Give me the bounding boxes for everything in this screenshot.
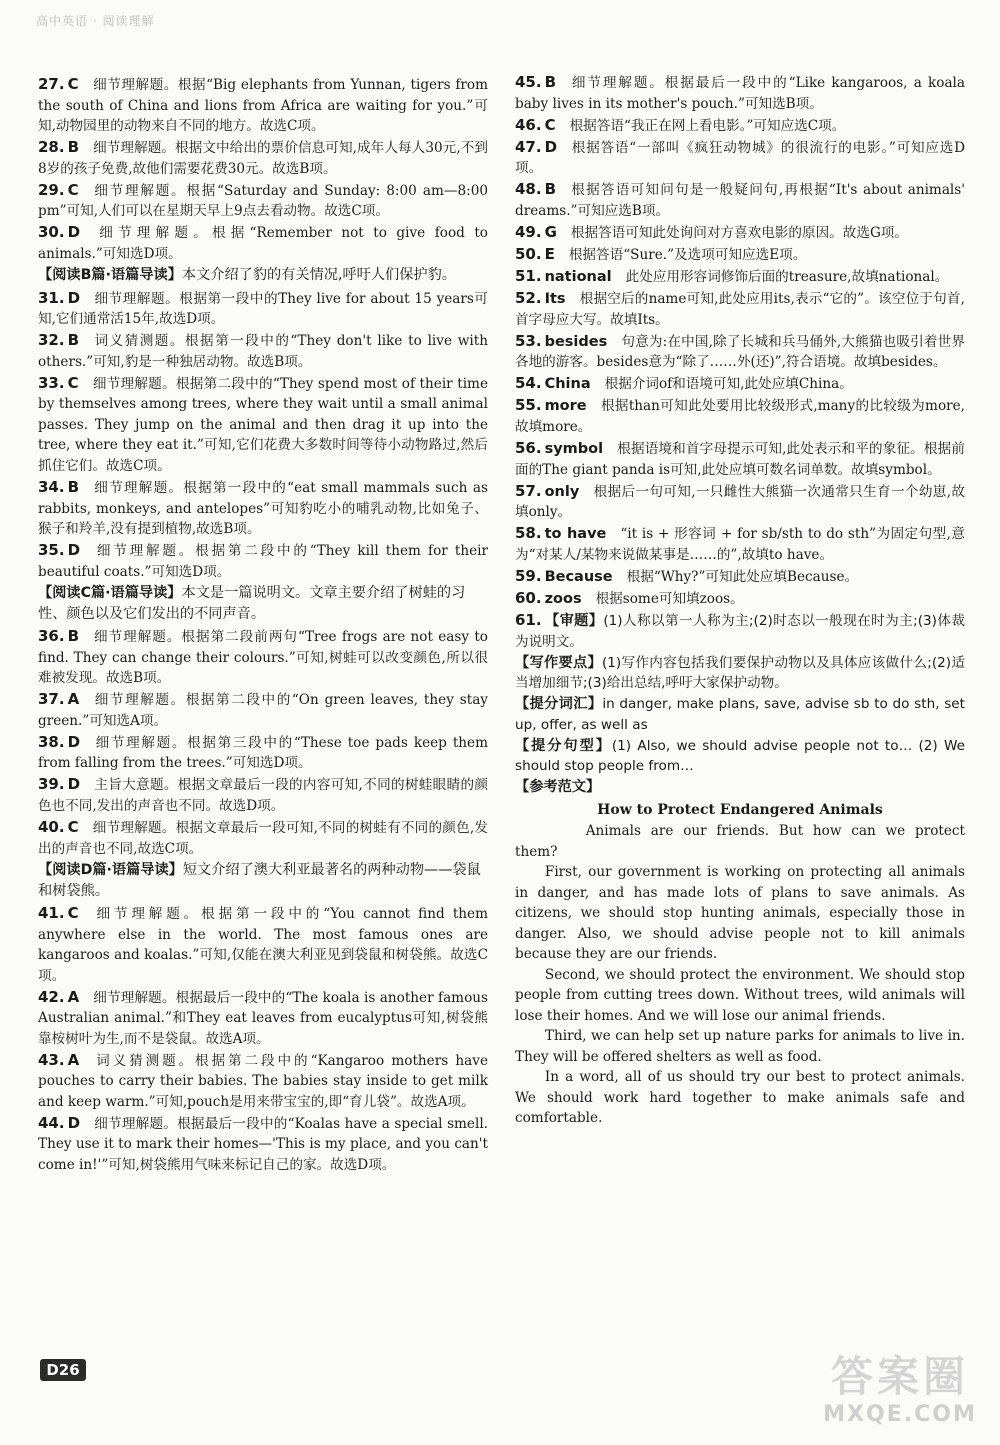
explanation-text: 句意为:在中国,除了长城和兵马俑外,大熊猫也吸引着世界各地的游客。besides意为“除了……外(还)”,符合语境。故填besides。 xyxy=(515,333,965,371)
answer-item xyxy=(38,1050,488,1113)
explanation-text: 细节理解题。根据第一段中的“eat small mammals such as rabbits, monkeys, and antelopes”可知豹吃小的哺乳动物,比如兔子、猴子和羚羊,没有提到植物,故选B项。 xyxy=(38,480,488,538)
explanation-text: 词义猜测题。根据第二段中的“Kangaroo mothers have pouches to carry their babies. The babies stay inside to get milk and keep warm.”可知,pouch是用来带宝宝的,即“育儿袋”。故选A项。 xyxy=(38,1052,488,1110)
answer-item xyxy=(38,689,488,731)
fill-answer-item xyxy=(515,523,965,565)
question-number: 28. xyxy=(38,138,65,157)
answer-word: to have xyxy=(544,526,607,543)
answer-item xyxy=(38,373,488,477)
essay-paragraph: Second, we should protect the environment. We should stop people from cutting trees down. Without trees, wild animals will lose their homes. And we will lose our animal friends. xyxy=(515,966,965,1024)
explanation-text: 根据答语可知问句是一般疑问句,再根据“It's about animals' dreams.”可知应选B项。 xyxy=(515,182,965,219)
explanation-text: 细节理解题。根据第二段前两句“Tree frogs are not easy to find. They can change their colours.”可知,树蛙可以改变颜色,所以很难被发现。故选B项。 xyxy=(38,629,488,687)
answer-item xyxy=(515,137,965,179)
answer-item xyxy=(38,137,488,179)
answer-letter: C xyxy=(67,818,79,837)
writing-guide-item xyxy=(515,610,965,652)
writing-label: 【审题】 xyxy=(544,613,604,629)
answer-item xyxy=(515,244,965,266)
explanation-text: 细节理解题。根据第二段中的“They kill them for their beautiful coats.”可知选D项。 xyxy=(38,543,488,580)
answer-letter: D xyxy=(67,732,81,751)
question-number: 34. xyxy=(38,478,65,497)
explanation-text: 根据介词of和语境可知,此处应填China。 xyxy=(604,376,853,393)
explanation-text: 根据答语“我正在网上看电影。”可知应选C项。 xyxy=(569,117,846,134)
question-number: 45. xyxy=(515,73,542,91)
question-number: 61. xyxy=(515,611,542,629)
essay-body xyxy=(515,821,965,1129)
question-number: 27. xyxy=(38,75,65,93)
question-number: 53. xyxy=(515,331,542,350)
answer-letter: D xyxy=(67,288,81,307)
answer-item xyxy=(38,732,488,774)
fill-answer-item xyxy=(515,373,965,395)
watermark-text: 答案圈 xyxy=(830,1352,969,1401)
explanation-text: 细节理解题。根据第一段中的They live for about 15 years可知,它们通常活15年,故选D项。 xyxy=(38,290,488,328)
explanation-text: 细节理解题。根据“Saturday and Sunday: 8:00 am—8:00 pm”可知,人们可以在星期天早上9点去看动物。故选C项。 xyxy=(38,182,488,220)
answer-letter: B xyxy=(544,73,557,91)
answer-letter: B xyxy=(67,138,80,157)
answer-letter: C xyxy=(544,115,556,134)
question-number: 39. xyxy=(38,775,65,794)
question-number: 38. xyxy=(38,732,65,751)
answer-item xyxy=(515,72,965,114)
left-column xyxy=(38,74,488,1176)
answer-item xyxy=(38,987,488,1050)
answer-item xyxy=(515,179,965,221)
answer-letter: D xyxy=(67,541,81,560)
guide-text: 短文介绍了澳大利亚最著名的两种动物——袋鼠和树袋熊。 xyxy=(38,862,481,899)
explanation-text: “it is + 形容词 + for sb/sth to do sth”为固定句型,意为“对某人/某物来说做某事是……的”,故填to have。 xyxy=(515,526,965,563)
writing-guide-item xyxy=(515,694,965,735)
question-number: 41. xyxy=(38,904,65,923)
explanation-text: 根据答语“一部叫《疯狂动物城》的很流行的电影。”可知应选D项。 xyxy=(515,139,965,177)
watermark-logo xyxy=(810,1352,995,1440)
question-number: 37. xyxy=(38,690,65,709)
writing-text: (1)人称以第一人称为主;(2)时态以一般现在时为主;(3)体裁为说明文。 xyxy=(515,613,965,650)
writing-label: 【提分句型】 xyxy=(515,737,612,754)
question-number: 51. xyxy=(515,267,542,286)
answer-word: more xyxy=(544,398,587,415)
answer-letter: A xyxy=(67,1050,80,1069)
answer-letter: B xyxy=(67,627,80,646)
section-guide xyxy=(38,265,488,286)
guide-tag: 【阅读C篇·语篇导读】 xyxy=(38,585,182,602)
explanation-text: 细节理解题。根据文章最后一段可知,不同的树蛙有不同的颜色,发出的声音也不同,故选C项。 xyxy=(38,820,488,857)
right-column xyxy=(515,72,965,1129)
fill-answer-item xyxy=(515,438,965,480)
answer-letter: C xyxy=(67,904,79,923)
explanation-text: 细节理解题。根据“Remember not to give food to animals.”可知选D项。 xyxy=(38,225,488,262)
answer-letter: D xyxy=(67,775,81,794)
answer-item xyxy=(515,115,965,137)
question-number: 48. xyxy=(515,180,542,199)
question-number: 46. xyxy=(515,115,542,134)
fill-answer-item xyxy=(515,588,965,610)
fill-answer-item xyxy=(515,331,965,373)
writing-label: 【参考范文】 xyxy=(515,779,601,796)
question-number: 50. xyxy=(515,244,542,263)
explanation-text: 根据than可知此处要用比较级形式,many的比较级为more,故填more。 xyxy=(515,398,965,435)
question-number: 29. xyxy=(38,180,65,199)
explanation-text: 细节理解题。根据“Big elephants from Yunnan, tigers from the south of China and lions from Africa are waiting for you.”可知,动物园里的动物来自不同的地方。故选C项。 xyxy=(38,77,488,134)
question-number: 57. xyxy=(515,481,542,500)
answer-item xyxy=(38,540,488,582)
question-number: 31. xyxy=(38,288,65,307)
question-number: 59. xyxy=(515,566,542,585)
answer-letter: A xyxy=(67,987,80,1006)
explanation-text: 根据some可知填zoos。 xyxy=(595,590,744,607)
essay-paragraph: First, our government is working on protecting all animals in danger, and has made lots of plans to save animals. As citizens, we should stop hunting animals, especially those in danger. Also, we should advise people not to kill animals because they are our friends. xyxy=(515,864,965,963)
question-number: 36. xyxy=(38,627,65,646)
fill-answer-item xyxy=(515,566,965,588)
explanation-text: 细节理解题。根据文中给出的票价信息可知,成年人每人30元,不到8岁的孩子免费,故他们需要花费30元。故选B项。 xyxy=(38,140,488,177)
answer-word: Because xyxy=(544,568,613,585)
writing-text: in danger, make plans, save, advise sb to do sth, set up, offer, as well as xyxy=(515,696,965,733)
question-number: 54. xyxy=(515,374,542,393)
answer-word: only xyxy=(544,483,580,500)
answer-letter: D xyxy=(544,137,558,156)
answer-word: besides xyxy=(544,333,608,350)
explanation-text: 根据空后的name可知,此处应用its,表示“它的”。该空位于句首,首字母应大写。故填Its。 xyxy=(515,291,965,328)
question-number: 60. xyxy=(515,588,542,607)
explanation-text: 细节理解题。根据第二段中的“On green leaves, they stay green.”可知选A项。 xyxy=(38,692,488,729)
answer-word: zoos xyxy=(544,590,582,607)
fill-answer-item xyxy=(515,288,965,330)
question-number: 30. xyxy=(38,223,65,242)
explanation-text: 根据答语可知此处询问对方喜欢电影的原因。故选G项。 xyxy=(570,224,908,241)
question-number: 44. xyxy=(38,1113,65,1132)
question-number: 33. xyxy=(38,373,65,392)
answer-item xyxy=(38,180,488,222)
fill-answer-item xyxy=(515,481,965,523)
answer-item xyxy=(38,626,488,689)
right-items xyxy=(515,72,965,798)
writing-guide-item xyxy=(515,653,965,694)
section-guide xyxy=(38,583,488,624)
answer-word: national xyxy=(544,269,612,286)
section-guide xyxy=(38,860,488,901)
explanation-text: 根据语境和首字母提示可知,此处表示和平的象征。根据前面的The giant panda is可知,此处应填可数名词单数。故填symbol。 xyxy=(515,441,965,478)
guide-tag: 【阅读D篇·语篇导读】 xyxy=(38,862,183,879)
question-number: 52. xyxy=(515,289,542,308)
answer-word: Its xyxy=(544,291,566,308)
writing-guide-item xyxy=(515,736,965,777)
writing-label: 【提分词汇】 xyxy=(515,696,603,713)
question-number: 35. xyxy=(38,541,65,560)
question-number: 47. xyxy=(515,137,542,156)
answer-word: China xyxy=(544,376,591,393)
explanation-text: 根据答语“Sure.”及选项可知应选E项。 xyxy=(568,246,807,263)
answer-letter: E xyxy=(544,244,555,263)
essay-title: How to Protect Endangered Animals xyxy=(597,801,883,818)
explanation-text: 细节理解题。根据最后一段中的“Koalas have a special smell. They use it to mark their homes—'This is my place, and you can't come in!'”可知,树袋熊用气味来标记自己的家。故选D项。 xyxy=(38,1115,488,1173)
essay-paragraph: Animals are our friends. But how can we protect them? xyxy=(515,823,965,860)
guide-text: 本文是一篇说明文。文章主要介绍了树蛙的习性、颜色以及它们发出的不同声音。 xyxy=(38,585,466,622)
answer-item xyxy=(38,288,488,330)
answer-item xyxy=(515,222,965,244)
running-header: 高中英语 · 阅读理解 xyxy=(36,14,155,28)
answer-item xyxy=(38,74,488,137)
writing-text: (1) Also, we should advise people not to… (2) We should stop people from… xyxy=(515,737,965,775)
answer-item xyxy=(38,774,488,816)
explanation-text: 细节理解题。根据最后一段中的“Like kangaroos, a koala baby lives in its mother's pouch.”可知选B项。 xyxy=(515,75,965,112)
page-number: D26 xyxy=(40,1359,86,1381)
answer-letter: D xyxy=(67,1113,81,1132)
explanation-text: 细节理解题。根据第三段中的“These toe pads keep them from falling from the trees.”可知选D项。 xyxy=(38,734,488,772)
guide-text: 本文介绍了豹的有关情况,呼吁人们保护豹。 xyxy=(181,267,456,284)
answer-letter: C xyxy=(67,373,79,392)
fill-answer-item xyxy=(515,395,965,437)
answer-word: symbol xyxy=(544,441,604,458)
writing-text: (1)写作内容包括我们要保护动物以及具体应该做什么;(2)适当增加细节;(3)给出总结,呼吁大家保护动物。 xyxy=(515,654,965,692)
writing-guide-item xyxy=(515,777,965,798)
answer-letter: G xyxy=(544,222,557,241)
fill-answer-item xyxy=(515,266,965,288)
question-number: 40. xyxy=(38,818,65,837)
explanation-text: 细节理解题。根据最后一段中的“The koala is another famous Australian animal.”和They eat leaves from eucalyptus可知,树袋熊靠桉树叶为生,而不是袋鼠。故选A项。 xyxy=(38,989,488,1047)
answer-letter: B xyxy=(544,180,557,199)
explanation-text: 主旨大意题。根据文章最后一段的内容可知,不同的树蛙眼睛的颜色也不同,发出的声音也不同。故选D项。 xyxy=(38,777,488,814)
answer-letter: B xyxy=(67,478,80,497)
explanation-text: 此处应用形容词修饰后面的treasure,故填national。 xyxy=(625,269,949,286)
answer-letter: B xyxy=(67,331,80,350)
answer-letter: A xyxy=(67,690,80,709)
question-number: 55. xyxy=(515,396,542,415)
explanation-text: 细节理解题。根据第二段中的“They spend most of their time by themselves among trees, where they wait until a small animal passes. They jump on the animal and then drag it up into the tree, where they eat it.”可知,它们花费大多数时间等待小动物路过,然后抓住它们。故选C项。 xyxy=(38,375,488,474)
explanation-text: 根据后一句可知,一只雌性大熊猫一次通常只生育一个幼崽,故填only。 xyxy=(515,483,965,521)
answer-item xyxy=(38,477,488,540)
question-number: 58. xyxy=(515,524,542,543)
answer-letter: C xyxy=(67,180,79,199)
question-number: 32. xyxy=(38,331,65,350)
question-number: 56. xyxy=(515,439,542,458)
answer-item xyxy=(38,1113,488,1176)
answer-letter: D xyxy=(67,223,81,242)
answer-item xyxy=(38,330,488,372)
essay-paragraph: Third, we can help set up nature parks for animals to live in. They will be offered shelters as well as food. xyxy=(515,1028,965,1065)
question-number: 42. xyxy=(38,987,65,1006)
answer-item xyxy=(38,903,488,986)
answer-item xyxy=(38,222,488,264)
watermark-domain: MXQE.COM xyxy=(823,1402,977,1427)
explanation-text: 根据“Why?”可知此处应填Because。 xyxy=(626,568,859,585)
explanation-text: 细节理解题。根据第一段中的“You cannot find them anywhere else in the world. The most famous ones are kangaroos and koalas.”可知,仅能在澳大利亚见到袋鼠和树袋熊。故选C项。 xyxy=(38,906,488,984)
writing-label: 【写作要点】 xyxy=(515,654,602,671)
guide-tag: 【阅读B篇·语篇导读】 xyxy=(38,267,182,284)
answer-item xyxy=(38,817,488,859)
question-number: 43. xyxy=(38,1050,65,1069)
explanation-text: 词义猜测题。根据第一段中的“They don't like to live with others.”可知,豹是一种独居动物。故选B项。 xyxy=(38,333,488,370)
question-number: 49. xyxy=(515,222,542,241)
answer-letter: C xyxy=(67,75,79,93)
essay-paragraph: In a word, all of us should try our best to protect animals. We should work hard together to make animals safe and comfortable. xyxy=(515,1069,965,1127)
